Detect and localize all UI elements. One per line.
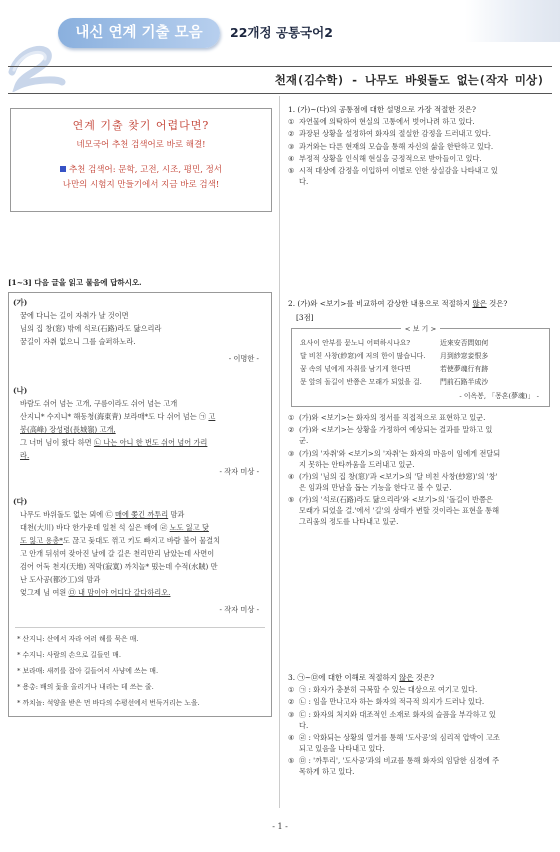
series-badge: 내신 연계 기출 모음 — [58, 18, 220, 48]
passage-da-line: 고 안개 뒤섞여 잦아진 날에 갈 길은 천리만리 남았는데 사면이 — [20, 549, 215, 558]
passage-ga-line: 꿈길이 자취 없으니 그를 슬퍼하노라. — [20, 337, 136, 346]
page-header — [0, 0, 560, 100]
promo-cta: 나만의 시험지 만들기에서 지금 바로 검색! — [62, 180, 220, 190]
bogi-line: 꿈 속의 넋에게 자취를 남기게 한다면 — [300, 365, 411, 373]
bogi-attribution: - 이옥봉, 「몽혼(夢魂)」 - — [459, 392, 539, 400]
promo-box — [10, 108, 272, 212]
passage-da-line: 엊그제 님 여읜 ㉤ 내 맘이야 어디다 갈다하리오. — [20, 588, 171, 597]
question-3 — [288, 672, 550, 777]
document-title: 천재(김수학) - 나무도 바윗돌도 없는(작자 미상) — [274, 73, 544, 87]
passage-ga-label: (가) — [13, 298, 28, 307]
question-1-stem: 1. (가)~(다)의 공통점에 대한 설명으로 가장 적절한 것은? — [288, 105, 476, 114]
answer-option[interactable]: ④ 부정적 상황을 인식해 현실을 긍정적으로 받아들이고 있다. — [288, 153, 482, 163]
question-2-stem: 2. (가)와 <보기>를 비교하여 감상한 내용으로 적절하지 않은 것은? — [288, 299, 508, 308]
answer-option[interactable]: ② (가)와 <보기>는 상황을 가정하여 예상되는 결과를 말하고 있 군. — [288, 425, 493, 446]
question-2-options — [288, 411, 550, 527]
question-instruction: [1~3] 다음 글을 읽고 물음에 답하시오. — [8, 278, 142, 287]
passage-da-line: 나무도 바위돌도 없는 뫼에 ㉢ 매에 쫓긴 까투리 맘과 — [20, 510, 185, 519]
answer-option[interactable]: ② ㉡ : 임을 만나고자 하는 화자의 적극적 의지가 드러나 있다. — [288, 697, 485, 707]
passage-da-attribution: - 작자 미상 - — [219, 605, 259, 614]
question-2 — [288, 298, 550, 323]
header-bottom-rule — [8, 93, 552, 94]
answer-option[interactable]: ① (가)와 <보기>는 화자의 정서를 직접적으로 표현하고 있군. — [288, 413, 486, 423]
answer-option[interactable]: ③ 과거와는 다른 현재의 모습을 통해 자신의 삶을 한탄하고 있다. — [288, 141, 494, 151]
footnote: * 보라매: 새끼를 잡아 길들여서 사냥에 쓰는 매. — [17, 667, 159, 675]
footnote-divider — [15, 627, 265, 628]
promo-title: 연계 기출 찾기 어렵다면? — [72, 119, 210, 132]
passage-da-line: 도 잃고 용총*도 끊고 돛대도 꺾고 키도 빠지고 바람 불어 물결치 — [20, 536, 221, 545]
passage-box — [8, 292, 272, 717]
answer-option[interactable]: ⑤ 시적 대상에 감정을 이입하여 이별로 인한 상실감을 나타내고 있 다. — [288, 165, 498, 186]
bogi-hanja-line: 若使夢魂行有跡 — [440, 365, 489, 373]
bogi-hanja-line: 近來安否問如何 — [440, 339, 489, 347]
bogi-box — [291, 325, 550, 407]
passage-ga-line: 님의 집 창(窓) 밖에 석로(石路)라도 닳으리라 — [20, 324, 162, 333]
passage-na-label: (나) — [13, 386, 28, 395]
passage-da-label: (다) — [13, 497, 28, 506]
footnote: * 산지니: 산에서 자라 여러 해를 묵은 매. — [17, 635, 139, 643]
question-2-points: [3점] — [296, 313, 314, 322]
passage-ga-line: 꿈에 다니는 길이 자취가 날 것이면 — [20, 311, 129, 320]
bogi-hanja-line: 月到紗窓妾恨多 — [440, 352, 489, 360]
bogi-line: 요사이 안부를 묻노니 어떠하시나요? — [300, 339, 411, 347]
footnote: * 용총: 배의 돛을 올리거나 내리는 데 쓰는 줄. — [17, 683, 154, 691]
passage-da-line: 난 도사공(都沙工)의 맘과 — [20, 575, 101, 584]
promo-search-label: 추천 검색어: 문학, 고전, 시조, 평민, 정서 — [68, 165, 223, 175]
page-number: - 1 - — [272, 822, 288, 831]
question-1 — [288, 104, 550, 187]
answer-option[interactable]: ④ ㉣ : 악화되는 상황의 열거를 통해 '도사공'의 심리적 압박이 고조 되고 있음을 나타내고 있다. — [288, 732, 500, 753]
column-divider — [279, 96, 280, 808]
passage-ga-attribution: - 이명한 - — [228, 354, 259, 363]
passage-na-attribution: - 작자 미상 - — [219, 467, 259, 476]
passage-na-line: 바람도 쉬어 넘는 고개, 구름이라도 쉬어 넘는 고개 — [20, 399, 178, 408]
promo-search-row — [11, 163, 271, 175]
bogi-line: 달 비친 사창(紗窓)에 저의 한이 많습니다. — [300, 352, 426, 360]
passage-na-line: 그 너머 님이 왔다 하면 ㉡ 나는 아니 한 번도 쉬어 넘어 가리 — [20, 438, 208, 447]
header-top-rule — [8, 66, 552, 67]
subject-title: 22개정 공통국어2 — [230, 25, 333, 40]
answer-option[interactable]: ② 과장된 상황을 설정하여 화자의 절실한 감정을 드러내고 있다. — [288, 129, 491, 139]
passage-na-line: 라. — [20, 451, 30, 460]
answer-option[interactable]: ⑤ ㉤ : '까투리', '도사공'과의 비교를 통해 화자의 임담한 심경에 주 목하게 하고 있다. — [288, 755, 500, 776]
answer-option[interactable]: ⑤ (가)의 '석로(石路)라도 닳으리라'와 <보기>의 '돌길이 반쯤은 모래가 되었을 걸.'에서 '길'의 상태가 변할 것이라는 표현을 통해 그리움의 정도를 나타내고 있군. — [288, 494, 500, 526]
header-corner-decoration — [465, 0, 560, 42]
question-3-stem: 3. ㉠~㉤에 대한 이해로 적절하지 않은 것은? — [288, 673, 435, 682]
answer-option[interactable]: ③ (가)의 '자취'와 <보기>의 '자취'는 화자의 마음이 임에게 전달되 지 못하는 안타까움을 드러내고 있군. — [288, 448, 501, 469]
promo-subtitle: 네모국어 추천 검색어로 바로 해결! — [76, 140, 206, 150]
answer-option[interactable]: ④ (가)의 '님의 집 창(窓)'과 <보기>의 '달 비친 사창(紗窓)'의 '창' 은 임과의 만남을 돕는 기능을 한다고 볼 수 있군. — [288, 471, 498, 492]
passage-na-line: 산지니* 수지니* 해동청(海東靑) 보라매*도 다 쉬어 넘는 ㉠ 고 — [20, 412, 216, 421]
passage-da-line: 검어 어둑 천지(天地) 적막(寂寞) 까치놀* 떴는데 수적(水賊) 만 — [20, 562, 218, 571]
answer-option[interactable]: ① ㉠ : 화자가 충분히 극복할 수 있는 대상으로 여기고 있다. — [288, 685, 478, 695]
passage-na-line: 봉(高峰) 장성령(長城嶺) 고개, — [20, 425, 116, 434]
answer-option[interactable]: ③ ㉢ : 화자의 처지와 대조적인 소재로 화자의 슬픔을 부각하고 있 다. — [288, 709, 496, 730]
square-bullet-icon — [60, 166, 66, 172]
bogi-hanja-line: 門前石路半成沙 — [440, 378, 489, 386]
bogi-title: < 보 기 > — [401, 325, 440, 333]
footnote: * 수지니: 사람의 손으로 길들인 매. — [17, 651, 122, 659]
bogi-line: 문 앞의 돌길이 반쯤은 모래가 되었을 걸. — [300, 378, 422, 386]
passage-da-line: 대천(大川) 바다 한가운데 일천 석 실은 배에 ㉣ 노도 잃고 닻 — [20, 523, 209, 532]
answer-option[interactable]: ① 자연물에 의탁하여 현실의 고통에서 벗어나려 하고 있다. — [288, 117, 475, 127]
footnote: * 까치놀: 석양을 받은 먼 바다의 수평선에서 번득거리는 노을. — [17, 699, 200, 707]
